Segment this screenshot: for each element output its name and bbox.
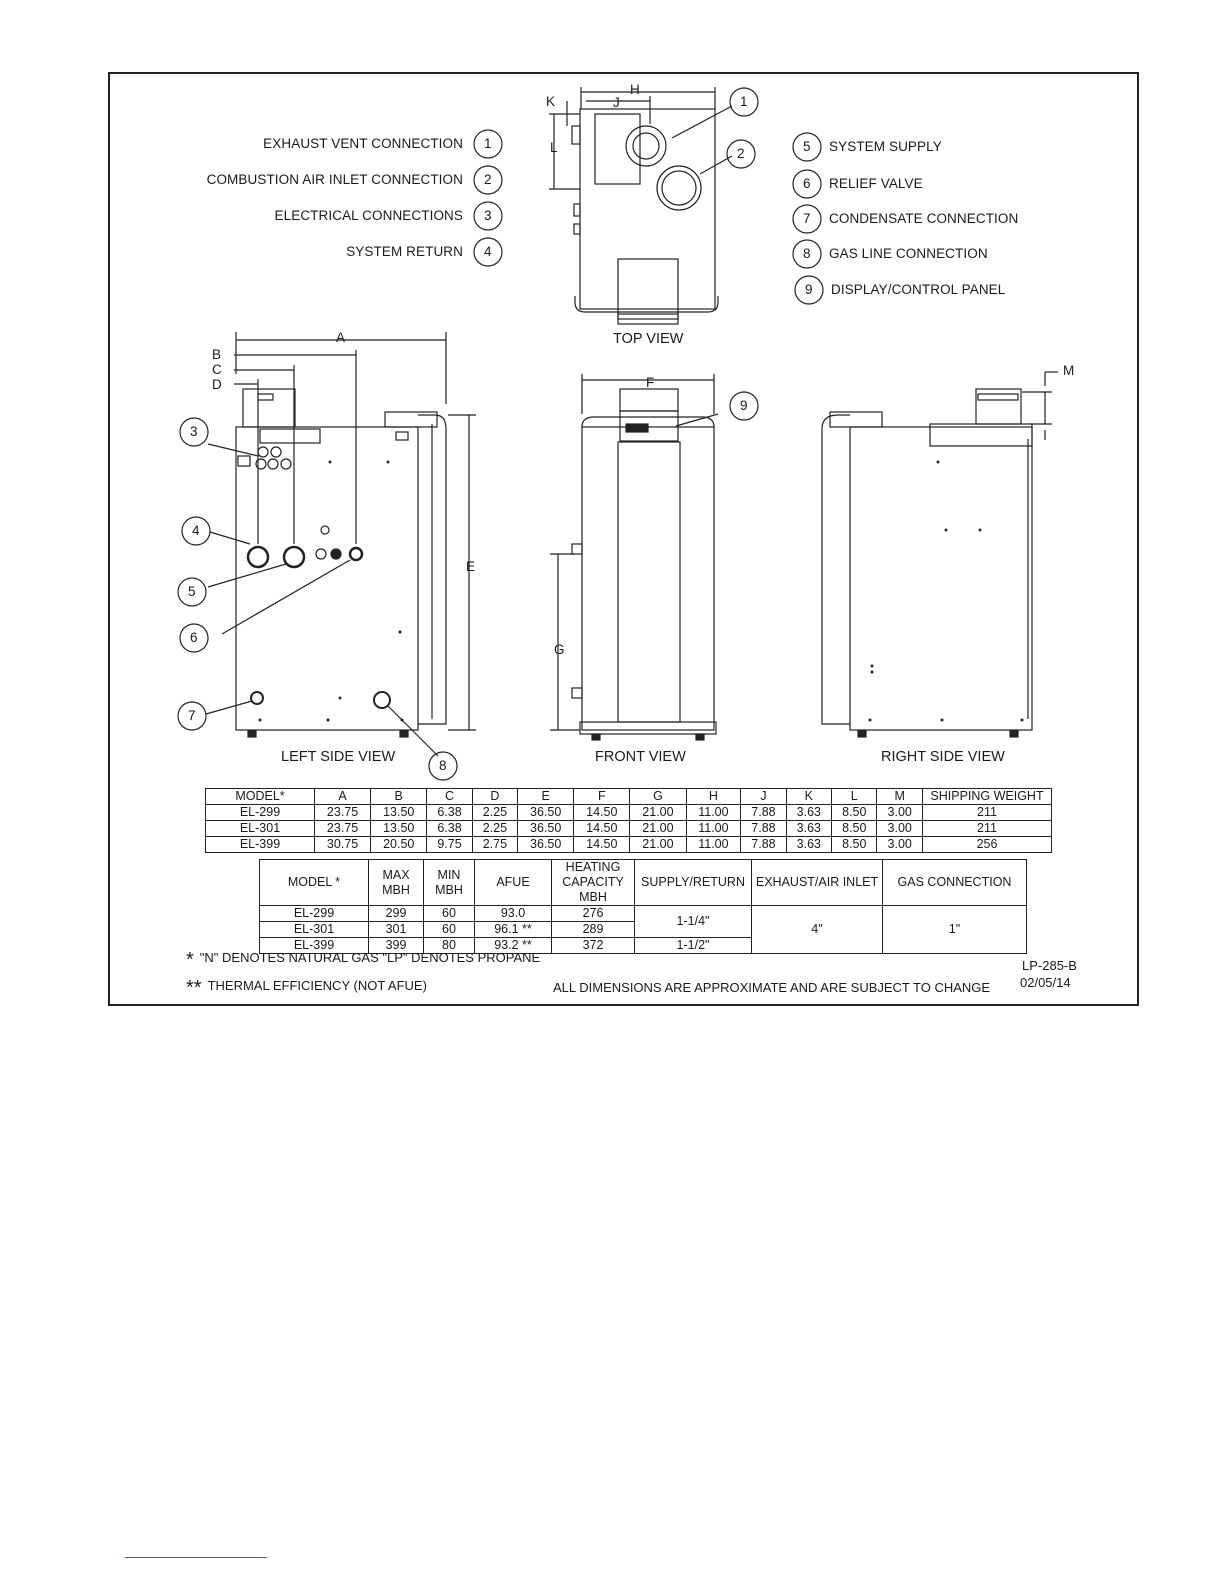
table-header: SUPPLY/RETURN — [635, 860, 752, 906]
callout-5: 5 — [188, 584, 196, 599]
table-cell: 93.2 ** — [475, 938, 552, 954]
callout-number: 8 — [803, 246, 811, 261]
table-cell: 21.00 — [630, 821, 686, 837]
table-header-row — [260, 860, 1027, 906]
callout-number: 5 — [803, 139, 811, 154]
system-supply-port — [284, 547, 304, 567]
table-cell: 7.88 — [741, 805, 786, 821]
callout-4: 4 — [192, 523, 200, 538]
table-cell: 399 — [369, 938, 424, 954]
dim-b: B — [212, 347, 222, 362]
drawing-sheet — [108, 72, 1139, 1006]
table-header: AFUE — [475, 860, 552, 906]
table-row — [206, 837, 1052, 853]
disclaimer: ALL DIMENSIONS ARE APPROXIMATE AND ARE SUBJECT TO CHANGE — [553, 980, 991, 995]
table-cell: 3.63 — [786, 821, 831, 837]
table-header: MODEL * — [260, 860, 369, 906]
table-cell: 23.75 — [315, 805, 371, 821]
table-cell: 301 — [369, 922, 424, 938]
spec-table — [259, 859, 1027, 954]
table-cell: 20.50 — [371, 837, 427, 853]
dim-a: A — [336, 330, 346, 345]
callout-6: 6 — [190, 630, 198, 645]
table-cell: 11.00 — [686, 821, 741, 837]
table-header: C — [427, 789, 472, 805]
table-cell: 11.00 — [686, 837, 741, 853]
table-cell: 36.50 — [518, 805, 574, 821]
callout-7: 7 — [188, 708, 196, 723]
footer-link-underline — [125, 1557, 267, 1558]
table-cell: 7.88 — [741, 837, 786, 853]
callout-number: 2 — [484, 172, 492, 187]
dim-j: J — [613, 95, 620, 110]
table-header: L — [832, 789, 877, 805]
system-return-port — [248, 547, 268, 567]
table-cell: 1" — [883, 906, 1027, 954]
dim-d: D — [212, 377, 222, 392]
table-cell: EL-399 — [206, 837, 315, 853]
condensate-port — [251, 692, 263, 704]
table-cell: 36.50 — [518, 837, 574, 853]
dim-k: K — [546, 94, 556, 109]
air-inlet-circle — [657, 166, 701, 210]
table-cell: 21.00 — [630, 837, 686, 853]
table-header: E — [518, 789, 574, 805]
legend-exhaust-vent: EXHAUST VENT CONNECTION — [263, 136, 463, 151]
top-view-panel-box — [618, 259, 678, 319]
table-cell: EL-299 — [206, 805, 315, 821]
front-view-drawing — [550, 374, 718, 740]
callout-number: 9 — [805, 282, 813, 297]
dim-m: M — [1063, 363, 1075, 378]
table-cell: 2.25 — [472, 805, 517, 821]
table-cell: 60 — [424, 922, 475, 938]
top-view-body — [580, 109, 715, 309]
dim-f: F — [646, 375, 655, 390]
table-cell: 8.50 — [832, 821, 877, 837]
note-marker: ** — [186, 977, 202, 999]
document-code: LP-285-B — [1022, 958, 1077, 973]
table-cell: 11.00 — [686, 805, 741, 821]
table-header: MAX MBH — [369, 860, 424, 906]
table-cell: 6.38 — [427, 805, 472, 821]
table-cell: 8.50 — [832, 837, 877, 853]
table-cell: 9.75 — [427, 837, 472, 853]
dimension-table — [205, 788, 1052, 853]
legend-combustion-air: COMBUSTION AIR INLET CONNECTION — [206, 172, 463, 187]
table-cell: 289 — [552, 922, 635, 938]
table-cell: 1-1/2" — [635, 938, 752, 954]
table-cell: 23.75 — [315, 821, 371, 837]
table-cell: 93.0 — [475, 906, 552, 922]
table-cell: 8.50 — [832, 805, 877, 821]
callout-1: 1 — [740, 94, 748, 109]
top-view-drawing — [549, 87, 718, 324]
table-cell: 21.00 — [630, 805, 686, 821]
dim-h: H — [630, 82, 640, 97]
dim-g: G — [554, 642, 565, 657]
table-row — [206, 805, 1052, 821]
table-header: MODEL* — [206, 789, 315, 805]
dim-e: E — [466, 559, 476, 574]
table-cell: 13.50 — [371, 821, 427, 837]
table-cell: EL-299 — [260, 906, 369, 922]
table-cell: EL-301 — [260, 922, 369, 938]
note-natural-gas — [186, 949, 540, 972]
table-header: J — [741, 789, 786, 805]
top-view-title: TOP VIEW — [613, 331, 684, 347]
left-side-view-drawing — [206, 332, 476, 756]
table-row — [206, 821, 1052, 837]
dim-c: C — [212, 362, 222, 377]
callout-number: 6 — [803, 176, 811, 191]
left-vent-stub — [243, 389, 295, 427]
table-cell: EL-399 — [260, 938, 369, 954]
table-cell: 14.50 — [574, 821, 630, 837]
legend-gas-line: GAS LINE CONNECTION — [829, 246, 988, 261]
table-cell: 80 — [424, 938, 475, 954]
table-cell: 211 — [923, 821, 1052, 837]
legend-electrical: ELECTRICAL CONNECTIONS — [274, 208, 463, 223]
exhaust-vent-circle — [626, 126, 666, 166]
note-text: "N" DENOTES NATURAL GAS "LP" DENOTES PROPANE — [199, 950, 541, 965]
callout-9: 9 — [740, 398, 748, 413]
table-header: F — [574, 789, 630, 805]
table-header: D — [472, 789, 517, 805]
front-view-title: FRONT VIEW — [595, 749, 686, 765]
table-header: B — [371, 789, 427, 805]
table-cell: 2.25 — [472, 821, 517, 837]
table-header: GAS CONNECTION — [883, 860, 1027, 906]
legend-display-panel: DISPLAY/CONTROL PANEL — [831, 282, 1006, 297]
table-cell: 372 — [552, 938, 635, 954]
note-text: THERMAL EFFICIENCY (NOT AFUE) — [207, 978, 427, 993]
table-header: SHIPPING WEIGHT — [923, 789, 1052, 805]
document-date: 02/05/14 — [1020, 975, 1071, 990]
table-cell: 4" — [752, 906, 883, 954]
left-side-view-title: LEFT SIDE VIEW — [281, 749, 396, 765]
table-cell: EL-301 — [206, 821, 315, 837]
table-cell: 1-1/4" — [635, 906, 752, 938]
table-cell: 211 — [923, 805, 1052, 821]
table-header: G — [630, 789, 686, 805]
table-cell: 13.50 — [371, 805, 427, 821]
table-cell: 14.50 — [574, 805, 630, 821]
table-cell: 14.50 — [574, 837, 630, 853]
table-cell: 3.00 — [877, 805, 923, 821]
callout-circles — [178, 88, 823, 780]
legend-condensate: CONDENSATE CONNECTION — [829, 211, 1019, 226]
note-marker: * — [186, 949, 194, 971]
table-cell: 3.00 — [877, 821, 923, 837]
table-header: A — [315, 789, 371, 805]
table-cell: 256 — [923, 837, 1052, 853]
table-cell: 3.00 — [877, 837, 923, 853]
table-cell: 96.1 ** — [475, 922, 552, 938]
callout-3: 3 — [190, 424, 198, 439]
table-cell: 3.63 — [786, 837, 831, 853]
note-thermal-efficiency — [186, 977, 427, 1000]
right-side-view-title: RIGHT SIDE VIEW — [881, 749, 1005, 765]
table-row — [260, 906, 1027, 922]
table-header: EXHAUST/AIR INLET — [752, 860, 883, 906]
callout-number: 1 — [484, 136, 492, 151]
table-header: M — [877, 789, 923, 805]
gas-line-port — [374, 692, 390, 708]
table-header: K — [786, 789, 831, 805]
table-cell: 299 — [369, 906, 424, 922]
table-cell: 6.38 — [427, 821, 472, 837]
table-header-row — [206, 789, 1052, 805]
table-header: H — [686, 789, 741, 805]
legend-system-return: SYSTEM RETURN — [346, 244, 463, 259]
front-body — [582, 427, 714, 730]
right-body — [850, 427, 1032, 730]
table-cell: 30.75 — [315, 837, 371, 853]
table-header: HEATING CAPACITY MBH — [552, 860, 635, 906]
callout-number: 7 — [803, 211, 811, 226]
legend-system-supply: SYSTEM SUPPLY — [829, 139, 942, 154]
dim-l: L — [550, 140, 558, 155]
table-cell: 60 — [424, 906, 475, 922]
table-cell: 7.88 — [741, 821, 786, 837]
callout-number: 3 — [484, 208, 492, 223]
callout-number: 4 — [484, 244, 492, 259]
callout-8: 8 — [439, 758, 447, 773]
relief-valve-port — [350, 548, 362, 560]
left-body — [236, 427, 418, 730]
right-side-view-drawing — [822, 372, 1058, 737]
callout-2: 2 — [737, 146, 745, 161]
table-cell: 276 — [552, 906, 635, 922]
table-cell: 2.75 — [472, 837, 517, 853]
table-header: MIN MBH — [424, 860, 475, 906]
table-cell: 36.50 — [518, 821, 574, 837]
table-cell: 3.63 — [786, 805, 831, 821]
legend-relief-valve: RELIEF VALVE — [829, 176, 923, 191]
